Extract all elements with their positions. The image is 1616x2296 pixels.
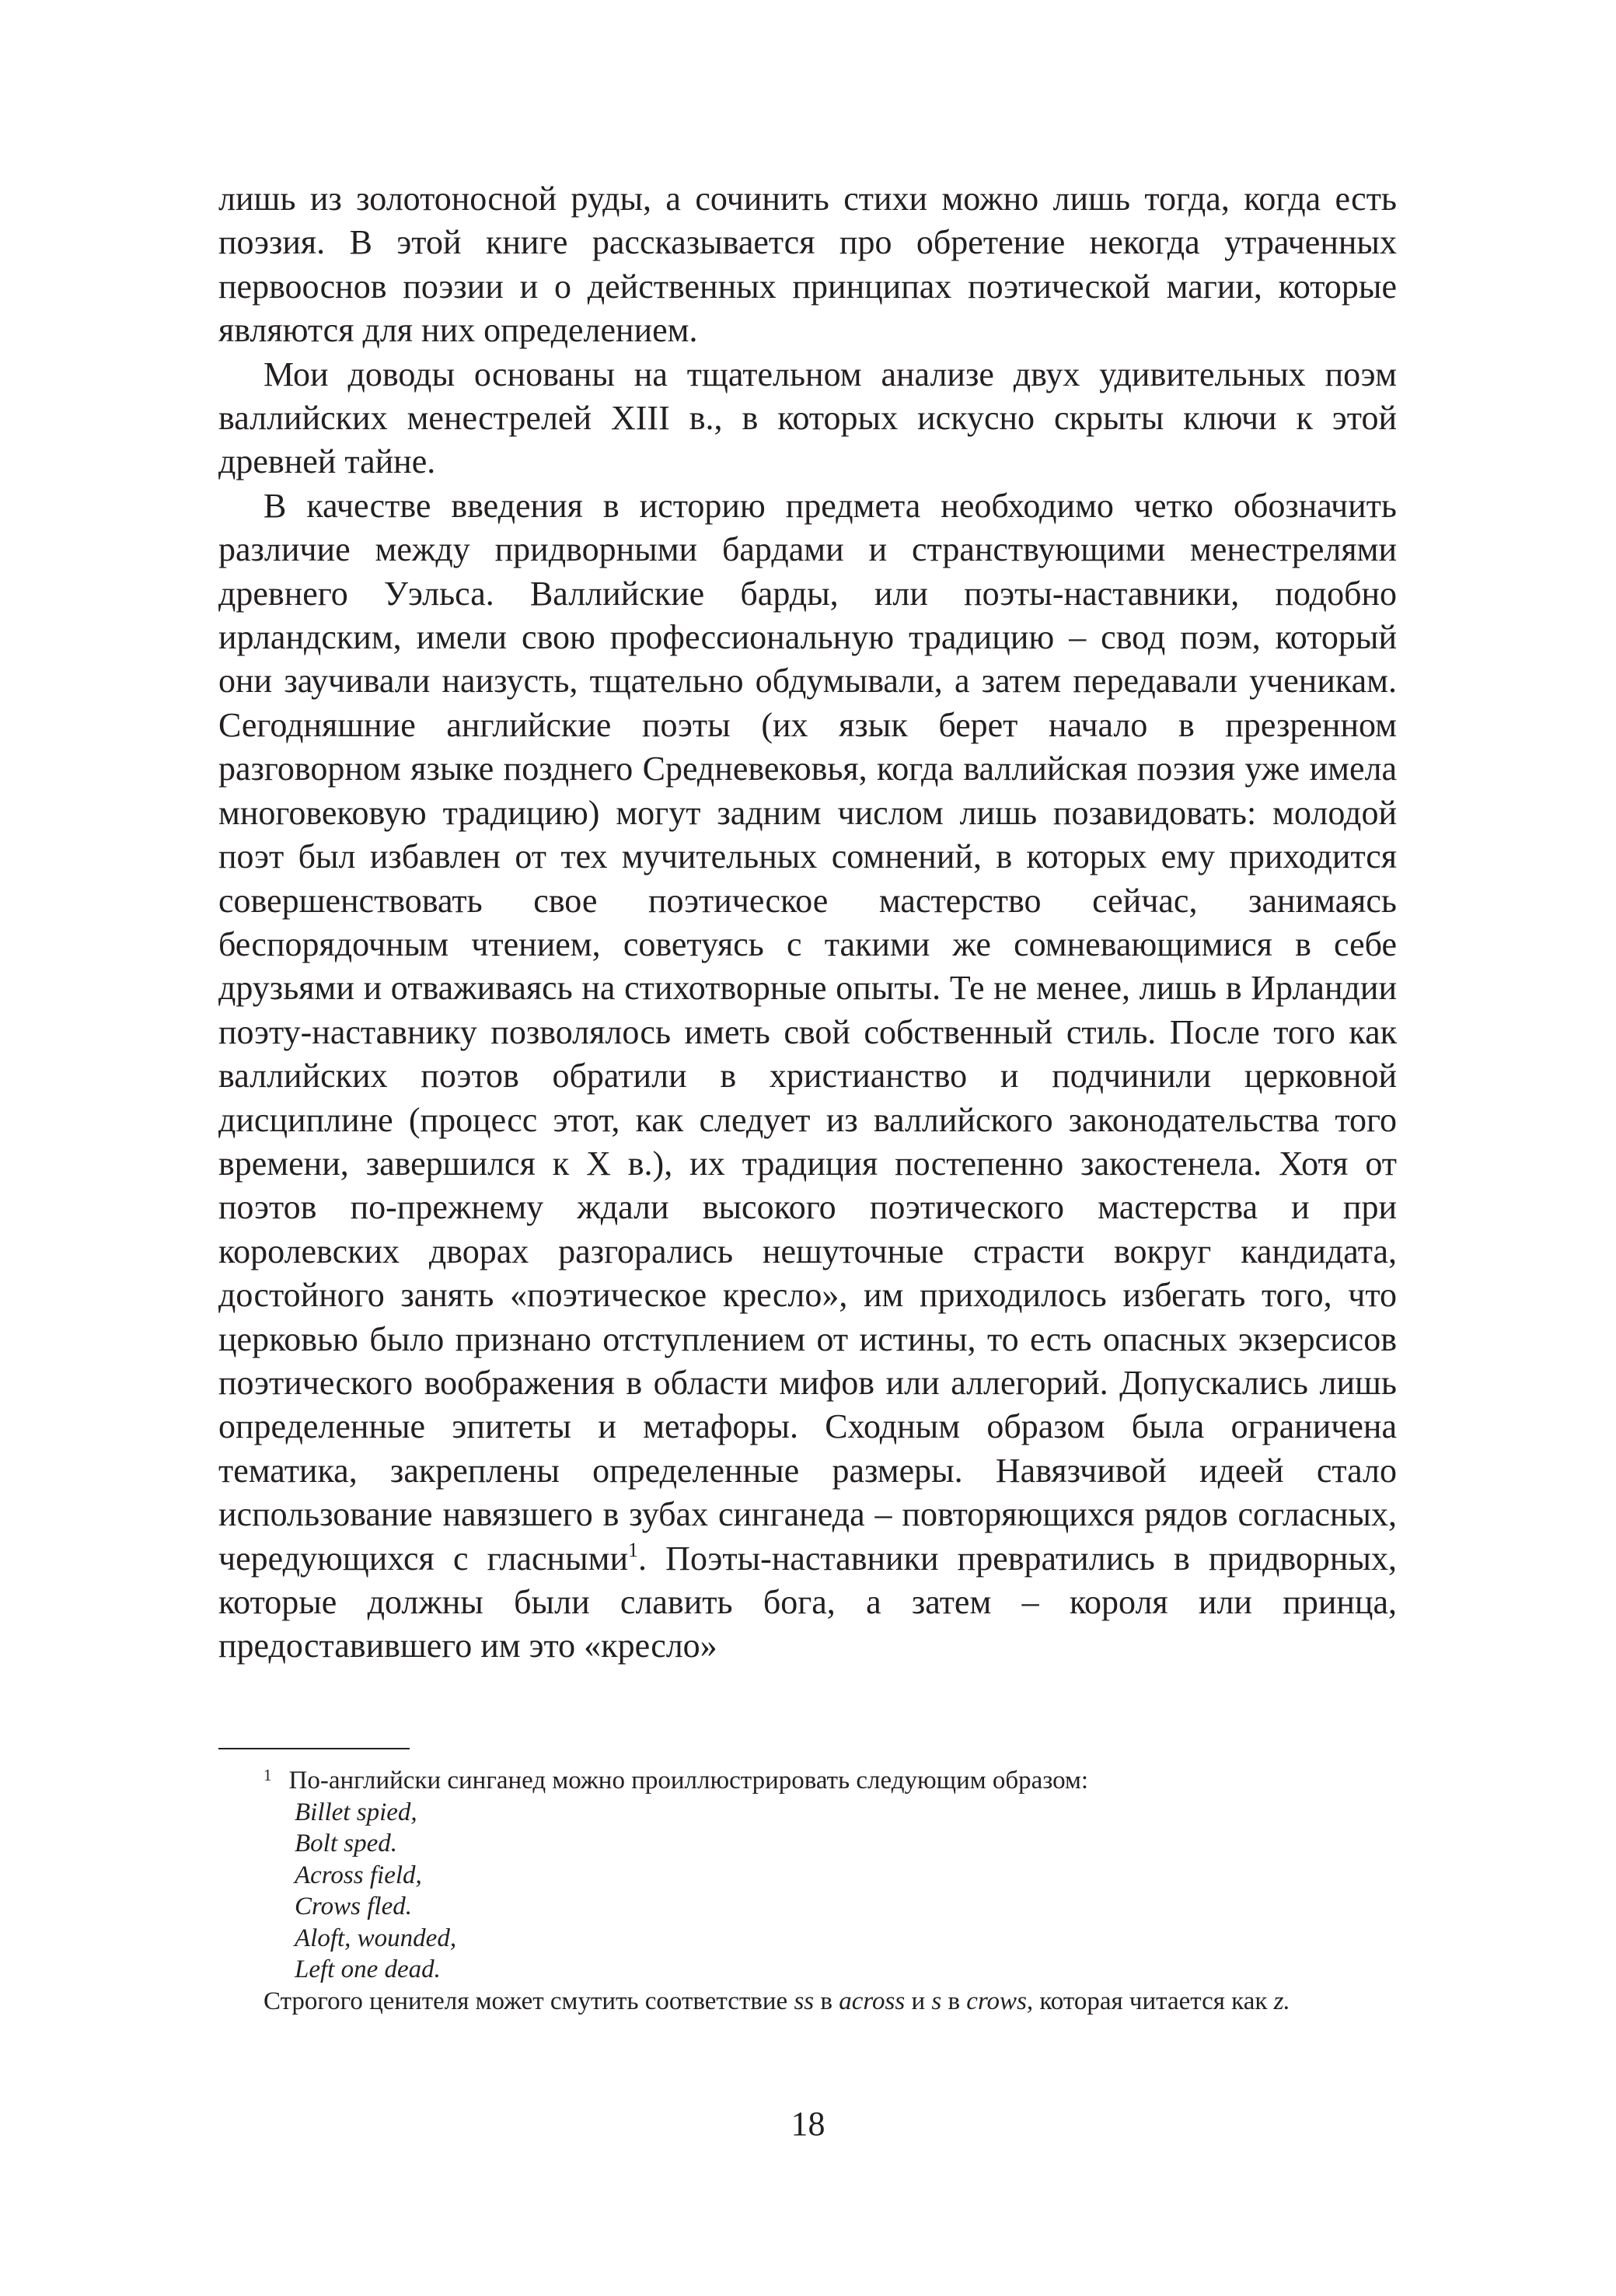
footnote-intro-line xyxy=(218,1765,1397,1797)
note-s: s xyxy=(931,1987,942,2015)
verse-line: Left one dead. xyxy=(295,1955,441,1983)
verse-line: Bolt sped. xyxy=(295,1829,397,1857)
note-across: across xyxy=(839,1987,906,2015)
footnote-divider xyxy=(218,1748,410,1749)
footnote-note xyxy=(218,1986,1397,2018)
footnote xyxy=(218,1765,1397,2017)
verse-line: Crows fled. xyxy=(295,1892,412,1920)
note-z: z. xyxy=(1273,1987,1290,2015)
verse-line: Billet spied, xyxy=(295,1798,417,1826)
note-text-5: которая читается как xyxy=(1033,1987,1274,2015)
note-text-4: в xyxy=(941,1987,967,2015)
footnote-mark: 1 xyxy=(264,1766,272,1784)
paragraph-3-body: В качестве введения в историю предмета необходимо четко обозначить различие между придворными бардами и странствующими менестрелями древнего Уэльса. Валлийские барды, или поэты-наставники, подобно ирландским, имели свою профессиональную традицию – свод поэм, который они заучивали наизусть, тщательно обдумывали, а затем передавали ученикам. Сегодняшние английские поэты (их язык берет начало в презренном разговорном языке позднего Средневековья, когда валлийская поэзия уже имела многовековую традицию) могут задним числом лишь позавидовать: молодой поэт был избавлен от тех мучительных сомнений, в которых ему приходится совершенствовать свое поэтическое мастерство сейчас, занимаясь беспорядочным чтением, советуясь с такими же сомневающимися в себе друзьями и отваживаясь на стихотворные опыты. Те не менее, лишь в Ирландии поэту-наставнику позволялось иметь свой собственный стиль. После того как валлийских поэтов обратили в христианство и подчинили церковной дисциплине (процесс этот, как следует из валлийского законодательства того времени, завершился к X в.), их традиция постепенно закостенела. Хотя от поэтов по-прежнему ждали высокого поэтического мастерства и при королевских дворах разгорались нешуточные страсти вокруг кандидата, достойного занять «поэтическое кресло», им приходилось избегать того, что церковью было признано отступлением от истины, то есть опасных экзерсисов поэтического воображения в области мифов или аллегорий. Допускались лишь определенные эпитеты и метафоры. Сходным образом была ограничена тематика, закреплены определенные размеры. Навязчивой идеей стало использование навязшего в зубах синганеда – повторяющихся рядов согласных, чередующихся с гласными xyxy=(218,486,1397,1578)
verse-line: Across field, xyxy=(295,1861,422,1889)
note-crows: crows, xyxy=(966,1987,1034,2015)
note-text-1: Строгого ценителя может смутить соответствие xyxy=(264,1987,794,2015)
note-text-3: и xyxy=(905,1987,932,2015)
footnote-reference[interactable]: 1 xyxy=(628,1538,638,1561)
verse-line: Aloft, wounded, xyxy=(295,1924,457,1952)
paragraph-2: Мои доводы основаны на тщательном анализе двух удивительных поэм валлийских менестрелей XIII в., в которых искусно скрыты ключи к этой древней тайне. xyxy=(218,355,1397,481)
paragraph-3-tail: . Поэты-наставники превратились в придворных, которые должны были славить бога, а затем – короля или принца, предоставившего им это «кресло» xyxy=(218,1539,1397,1665)
note-ss: ss xyxy=(794,1987,815,2015)
page-number: 18 xyxy=(791,2105,825,2143)
main-text xyxy=(218,177,1397,1669)
paragraph-3 xyxy=(218,484,1397,1669)
paragraph-1: лишь из золотоносной руды, а сочинить стихи можно лишь тогда, когда есть поэзия. В этой книге рассказывается про обретение некогда утраченных первооснов поэзии и о действенных принципах поэтической магии, которые являются для них определением. xyxy=(218,180,1397,350)
footnote-intro: По-английски синганед можно проиллюстрировать следующим образом: xyxy=(288,1767,1089,1795)
note-text-2: в xyxy=(814,1987,839,2015)
